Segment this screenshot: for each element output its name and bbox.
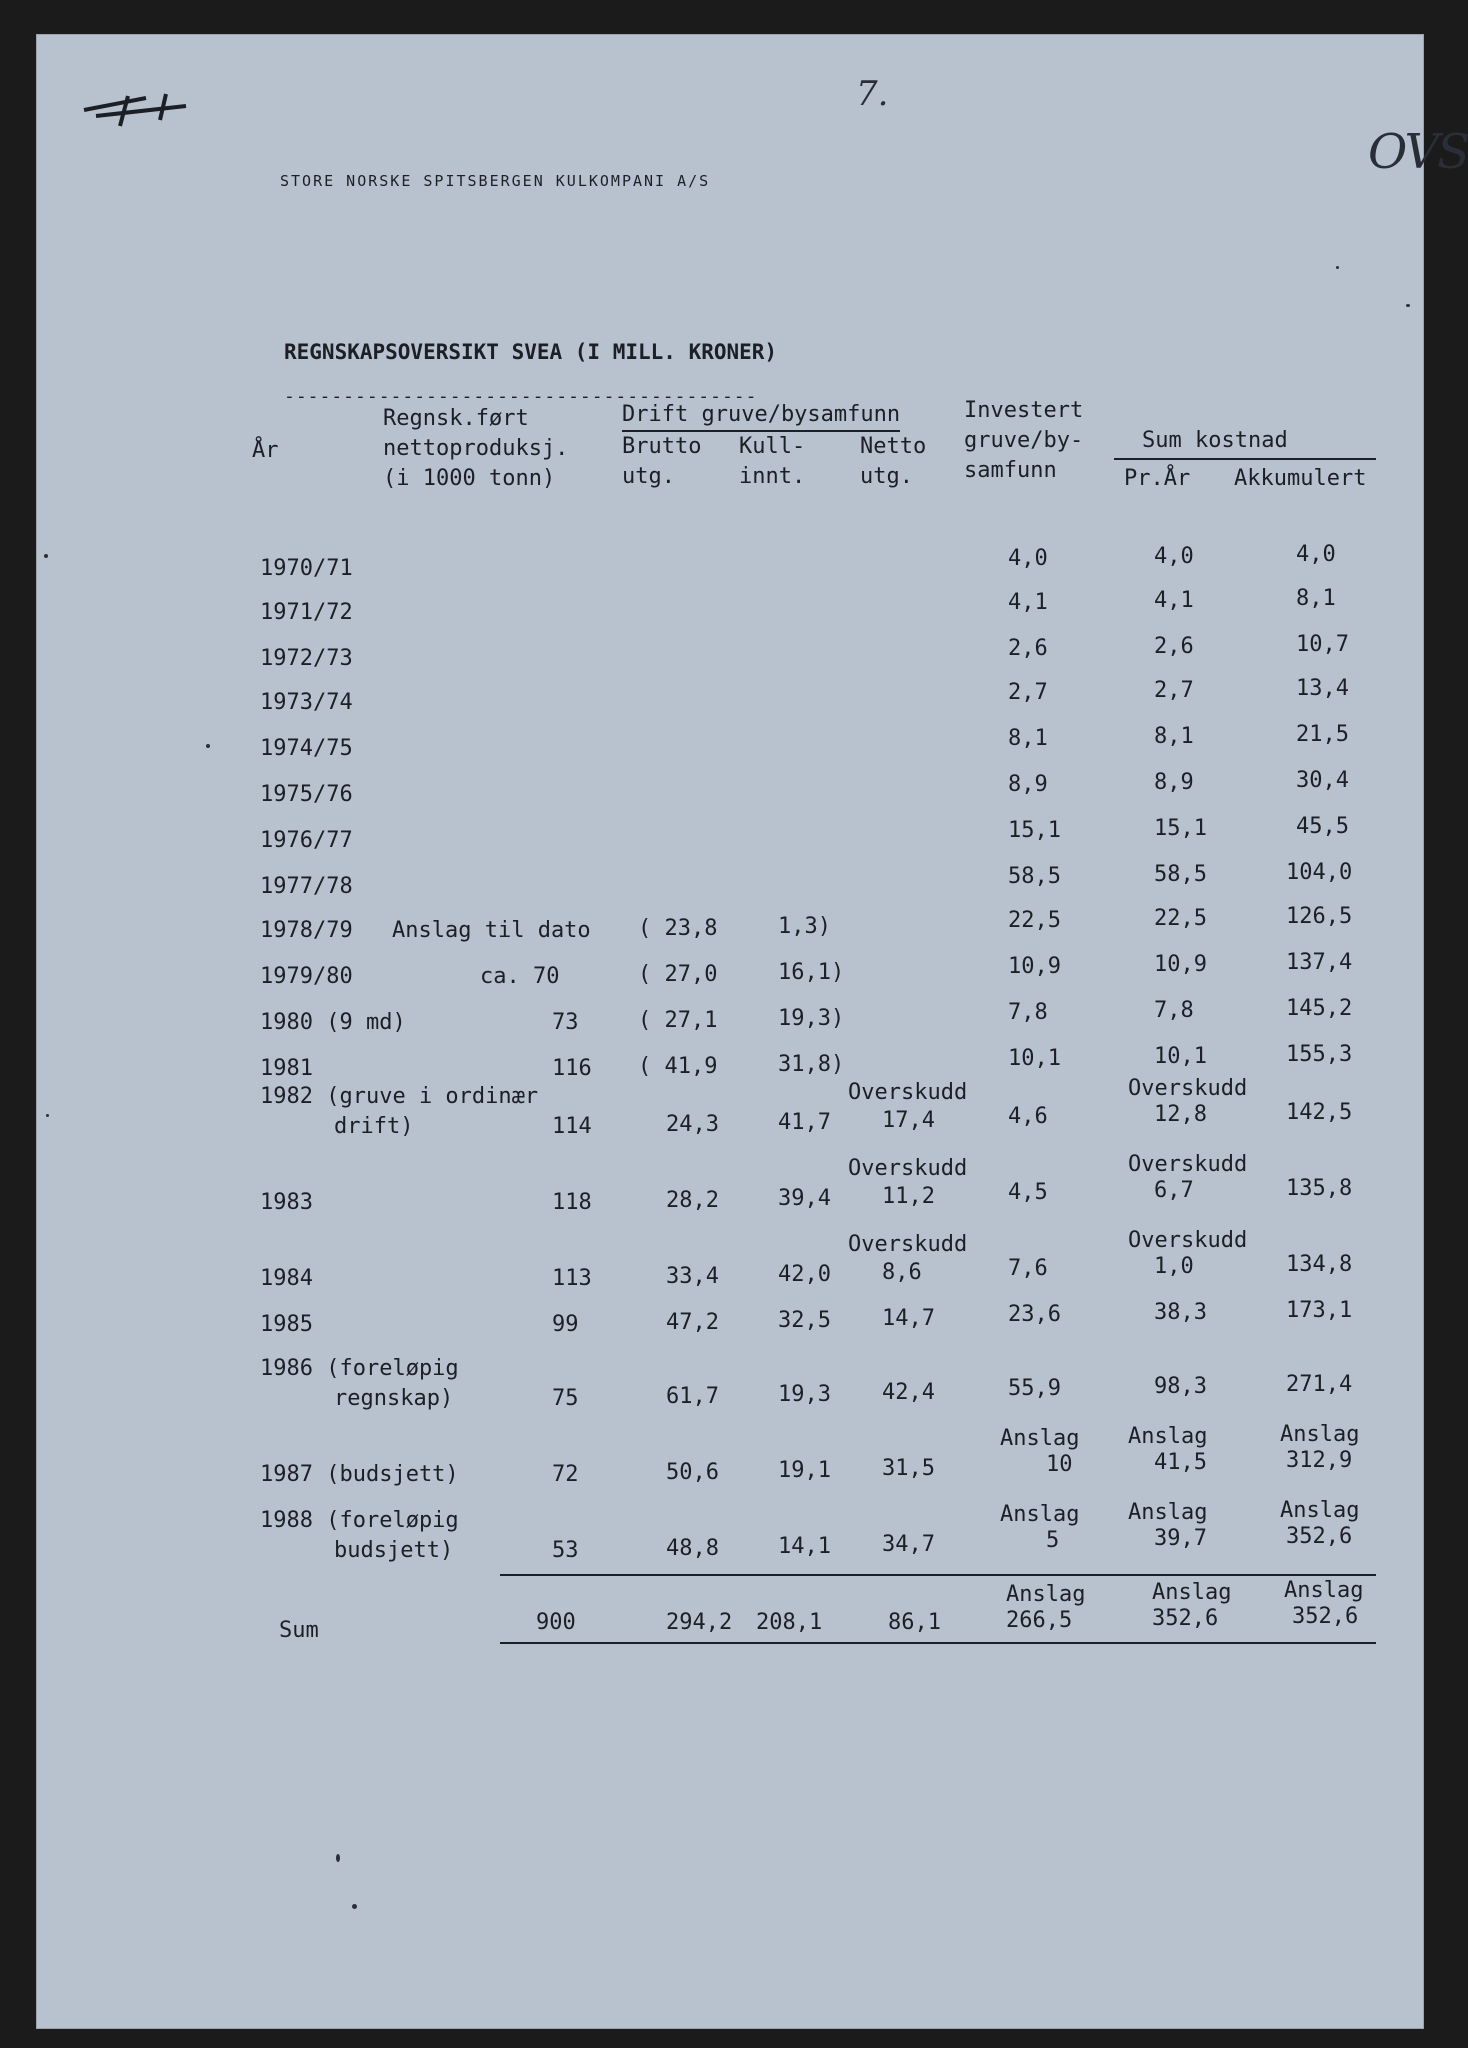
row-netto-note: Overskudd — [848, 1080, 968, 1105]
row-akk: 155,3 — [1286, 1042, 1353, 1067]
row-netto: 31,5 — [882, 1456, 935, 1481]
row-production: 53 — [552, 1538, 579, 1563]
row-netto-note: Overskudd — [848, 1232, 968, 1257]
row-year: 1985 — [260, 1312, 313, 1337]
row-kull: 42,0 — [778, 1262, 831, 1287]
row-brutto: 24,3 — [666, 1112, 719, 1137]
row-brutto: ( 41,9 — [638, 1054, 718, 1079]
row-invest: 5 — [1046, 1528, 1060, 1553]
row-invest: 15,1 — [1008, 818, 1061, 843]
row-production: 116 — [552, 1056, 592, 1081]
row-year: 1971/72 — [260, 600, 353, 625]
scan-speck — [1336, 266, 1339, 269]
header-year: År — [252, 438, 279, 463]
row-akk: 312,9 — [1286, 1448, 1353, 1473]
row-prar-note: Overskudd — [1128, 1076, 1248, 1101]
header-drift-group: Drift gruve/bysamfunn — [622, 400, 900, 432]
sum-brutto: 294,2 — [666, 1610, 733, 1635]
row-akk: 45,5 — [1296, 814, 1349, 839]
row-invest: 23,6 — [1008, 1302, 1061, 1327]
row-prar: 7,8 — [1154, 998, 1194, 1023]
row-invest: 8,1 — [1008, 726, 1048, 751]
row-prar: 22,5 — [1154, 906, 1207, 931]
row-invest: 4,6 — [1008, 1104, 1048, 1129]
row-year: 1984 — [260, 1266, 313, 1291]
row-year-cont: budsjett) — [334, 1538, 454, 1563]
row-year: 1976/77 — [260, 828, 353, 853]
row-prar: 15,1 — [1154, 816, 1207, 841]
company-letterhead: STORE NORSKE SPITSBERGEN KULKOMPANI A/S — [280, 172, 711, 190]
header-akk: Akkumulert — [1234, 466, 1367, 491]
header-netto-line: utg. — [860, 464, 913, 489]
row-invest: 8,9 — [1008, 772, 1048, 797]
row-invest: 4,0 — [1008, 546, 1048, 571]
row-akk: 134,8 — [1286, 1252, 1353, 1277]
row-invest: 22,5 — [1008, 908, 1061, 933]
header-prar: Pr.År — [1124, 466, 1191, 491]
row-production: 114 — [552, 1114, 592, 1139]
row-invest: 10,9 — [1008, 954, 1061, 979]
sum-production: 900 — [536, 1610, 576, 1635]
row-akk: 126,5 — [1286, 904, 1353, 929]
row-year: 1987 (budsjett) — [260, 1462, 459, 1487]
row-netto: 8,6 — [882, 1260, 922, 1285]
row-akk: 142,5 — [1286, 1100, 1353, 1125]
row-invest: 4,5 — [1008, 1180, 1048, 1205]
page-number: 7. — [856, 74, 889, 114]
row-production: 113 — [552, 1266, 592, 1291]
header-invest-line: samfunn — [964, 458, 1057, 483]
row-brutto: ( 23,8 — [638, 916, 718, 941]
row-year: 1977/78 — [260, 874, 353, 899]
row-prar: 4,1 — [1154, 588, 1194, 613]
row-prar: 6,7 — [1154, 1178, 1194, 1203]
corner-scribble-mark — [76, 68, 206, 128]
row-akk: 352,6 — [1286, 1524, 1353, 1549]
row-year: 1978/79 — [260, 918, 353, 943]
row-prar: 2,6 — [1154, 634, 1194, 659]
sum-invest: 266,5 — [1006, 1608, 1073, 1633]
scan-speck — [44, 554, 48, 558]
sum-top-rule — [500, 1574, 1376, 1576]
row-year: 1970/71 — [260, 556, 353, 581]
row-netto-note: Overskudd — [848, 1156, 968, 1181]
row-year: 1980 (9 md) — [260, 1010, 406, 1035]
row-kull: 14,1 — [778, 1534, 831, 1559]
scan-speck — [336, 1854, 340, 1862]
row-prar: 98,3 — [1154, 1374, 1207, 1399]
row-invest: 2,6 — [1008, 636, 1048, 661]
row-prar-note: Overskudd — [1128, 1228, 1248, 1253]
row-akk: 137,4 — [1286, 950, 1353, 975]
row-brutto: 61,7 — [666, 1384, 719, 1409]
header-brutto-line: Brutto — [622, 434, 702, 459]
row-akk: 10,7 — [1296, 632, 1349, 657]
row-production: 118 — [552, 1190, 592, 1215]
row-kull: 16,1) — [778, 960, 845, 985]
row-prar-note: Anslag — [1128, 1424, 1208, 1449]
row-kull: 19,1 — [778, 1458, 831, 1483]
scan-speck — [1406, 304, 1410, 307]
row-netto: 11,2 — [882, 1184, 935, 1209]
row-prar-note: Overskudd — [1128, 1152, 1248, 1177]
header-production — [383, 404, 568, 494]
row-kull: 1,3) — [778, 914, 831, 939]
header-sum-underline — [1114, 458, 1376, 460]
row-production: Anslag til dato — [392, 918, 591, 943]
sum-prar: 352,6 — [1152, 1606, 1219, 1631]
header-brutto-line: utg. — [622, 464, 675, 489]
row-akk: 173,1 — [1286, 1298, 1353, 1323]
row-akk: 104,0 — [1286, 860, 1353, 885]
row-prar: 38,3 — [1154, 1300, 1207, 1325]
row-production: 73 — [552, 1010, 579, 1035]
header-invest — [964, 396, 1083, 486]
scanned-page — [36, 34, 1468, 2029]
header-production-line: Regnsk.ført — [383, 406, 529, 431]
row-invest: 10 — [1046, 1452, 1073, 1477]
row-invest: 7,8 — [1008, 1000, 1048, 1025]
row-brutto: 48,8 — [666, 1536, 719, 1561]
scan-speck — [46, 1114, 49, 1117]
row-prar: 1,0 — [1154, 1254, 1194, 1279]
row-prar: 2,7 — [1154, 678, 1194, 703]
title-underline: ---------------------------------------- — [284, 386, 758, 407]
row-prar: 41,5 — [1154, 1450, 1207, 1475]
row-kull: 31,8) — [778, 1052, 845, 1077]
header-production-line: (i 1000 tonn) — [383, 466, 556, 491]
row-year: 1979/80 — [260, 964, 353, 989]
row-prar: 39,7 — [1154, 1526, 1207, 1551]
row-year-cont: regnskap) — [334, 1386, 454, 1411]
row-year: 1973/74 — [260, 690, 353, 715]
handwritten-stamp-code: OVS — [1368, 124, 1468, 180]
sum-kull: 208,1 — [756, 1610, 823, 1635]
row-invest: 10,1 — [1008, 1046, 1061, 1071]
row-invest: 7,6 — [1008, 1256, 1048, 1281]
row-year: 1981 — [260, 1056, 313, 1081]
document-title: REGNSKAPSOVERSIKT SVEA (I MILL. KRONER) — [284, 340, 778, 364]
row-brutto: ( 27,0 — [638, 962, 718, 987]
row-production: 99 — [552, 1312, 579, 1337]
header-production-line: nettoproduksj. — [383, 436, 569, 461]
row-prar: 58,5 — [1154, 862, 1207, 887]
sum-prar-note: Anslag — [1152, 1580, 1232, 1605]
sum-invest-note: Anslag — [1006, 1582, 1086, 1607]
row-year: 1988 (foreløpig — [260, 1508, 459, 1533]
header-netto — [860, 432, 926, 492]
row-akk-note: Anslag — [1280, 1498, 1360, 1523]
row-production: 72 — [552, 1462, 579, 1487]
row-kull: 32,5 — [778, 1308, 831, 1333]
row-brutto: 50,6 — [666, 1460, 719, 1485]
row-netto: 17,4 — [882, 1108, 935, 1133]
row-prar: 4,0 — [1154, 544, 1194, 569]
row-year: 1972/73 — [260, 646, 353, 671]
row-prar: 8,1 — [1154, 724, 1194, 749]
row-year: 1975/76 — [260, 782, 353, 807]
row-kull: 19,3) — [778, 1006, 845, 1031]
row-kull: 19,3 — [778, 1382, 831, 1407]
row-brutto: 33,4 — [666, 1264, 719, 1289]
sum-akk-note: Anslag — [1284, 1578, 1364, 1603]
row-brutto: 28,2 — [666, 1188, 719, 1213]
row-year: 1986 (foreløpig — [260, 1356, 459, 1381]
header-sum-group: Sum kostnad — [1142, 428, 1288, 453]
row-invest-note: Anslag — [1000, 1426, 1080, 1451]
row-year: 1983 — [260, 1190, 313, 1215]
row-invest: 4,1 — [1008, 590, 1048, 615]
row-netto: 34,7 — [882, 1532, 935, 1557]
row-production: 75 — [552, 1386, 579, 1411]
row-netto: 42,4 — [882, 1380, 935, 1405]
row-invest: 55,9 — [1008, 1376, 1061, 1401]
row-akk: 8,1 — [1296, 586, 1336, 611]
row-brutto: 47,2 — [666, 1310, 719, 1335]
row-prar: 10,1 — [1154, 1044, 1207, 1069]
row-akk: 4,0 — [1296, 542, 1336, 567]
sum-bottom-rule — [500, 1642, 1376, 1644]
row-kull: 41,7 — [778, 1110, 831, 1135]
row-akk: 145,2 — [1286, 996, 1353, 1021]
row-prar: 10,9 — [1154, 952, 1207, 977]
header-kull-line: innt. — [739, 464, 806, 489]
sum-akk: 352,6 — [1292, 1604, 1359, 1629]
header-invest-line: gruve/by- — [964, 428, 1084, 453]
row-invest: 58,5 — [1008, 864, 1061, 889]
row-kull: 39,4 — [778, 1186, 831, 1211]
row-year: 1982 (gruve i ordinær — [260, 1084, 539, 1109]
header-brutto — [622, 432, 701, 492]
row-prar-note: Anslag — [1128, 1500, 1208, 1525]
row-akk: 135,8 — [1286, 1176, 1353, 1201]
sum-netto: 86,1 — [888, 1610, 941, 1635]
row-invest-note: Anslag — [1000, 1502, 1080, 1527]
row-netto: 14,7 — [882, 1306, 935, 1331]
sum-label: Sum — [279, 1618, 319, 1643]
row-akk: 30,4 — [1296, 768, 1349, 793]
row-prar: 8,9 — [1154, 770, 1194, 795]
row-akk-note: Anslag — [1280, 1422, 1360, 1447]
row-invest: 2,7 — [1008, 680, 1048, 705]
row-brutto: ( 27,1 — [638, 1008, 718, 1033]
header-kull — [739, 432, 805, 492]
row-year: 1974/75 — [260, 736, 353, 761]
row-akk: 21,5 — [1296, 722, 1349, 747]
row-production: ca. 70 — [480, 964, 560, 989]
header-invest-line: Investert — [964, 398, 1084, 423]
row-akk: 13,4 — [1296, 676, 1349, 701]
scan-speck — [352, 1904, 357, 1909]
header-netto-line: Netto — [860, 434, 927, 459]
scan-speck — [206, 744, 210, 748]
row-akk: 271,4 — [1286, 1372, 1353, 1397]
header-kull-line: Kull- — [739, 434, 806, 459]
row-prar: 12,8 — [1154, 1102, 1207, 1127]
row-year-cont: drift) — [334, 1114, 414, 1139]
